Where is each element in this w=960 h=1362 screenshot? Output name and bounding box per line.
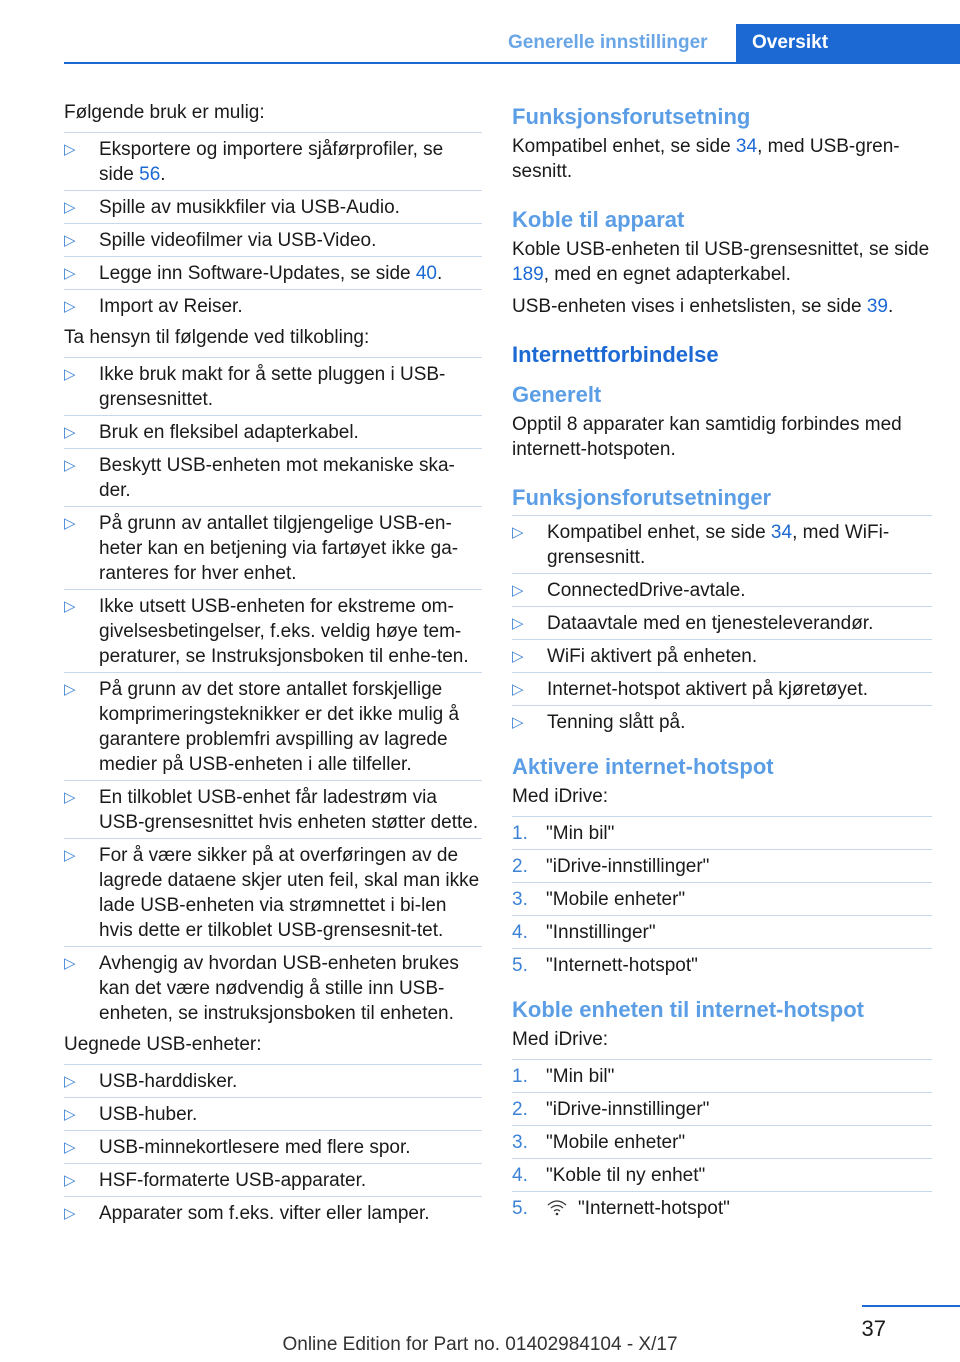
step-item xyxy=(512,915,932,948)
unsuitable-list xyxy=(64,1064,482,1229)
list-item-text: Dataavtale med en tjenesteleverandør. xyxy=(547,613,874,634)
step-item xyxy=(512,1158,932,1191)
section-heading-activate: Aktivere internet-hotspot xyxy=(512,754,774,779)
right-column xyxy=(512,102,932,1224)
list-item-text: . xyxy=(437,263,443,284)
list-item xyxy=(64,190,482,223)
list-item-text: . xyxy=(160,164,166,185)
requirement-text: Kompatibel enhet, se side 34, med USB-gren-sesnitt. xyxy=(512,136,900,182)
step-text: "iDrive-innstillinger" xyxy=(546,856,710,877)
triangle-bullet-icon: ▷ xyxy=(64,598,76,615)
footer-rule xyxy=(862,1305,960,1307)
header-section-title: Generelle innstillinger xyxy=(508,32,708,53)
triangle-bullet-icon: ▷ xyxy=(64,681,76,698)
section-heading-internet: Internettforbindelse xyxy=(512,342,719,367)
step-number: 4. xyxy=(512,922,528,943)
notes-list xyxy=(64,357,482,1029)
step-text: "Mobile enheter" xyxy=(546,889,686,910)
triangle-bullet-icon: ▷ xyxy=(64,1172,76,1189)
list-item-text: ConnectedDrive-avtale. xyxy=(547,580,746,601)
list-item-text: Kompatibel enhet, se side xyxy=(547,522,771,543)
list-item xyxy=(64,223,482,256)
list-item-text: Spille videofilmer via USB-Video. xyxy=(99,230,377,251)
step-text: "Internett-hotspot" xyxy=(578,1198,730,1219)
activate-intro: Med iDrive: xyxy=(512,786,609,807)
connect-text-2: USB-enheten vises i enhetslisten, se side 39. xyxy=(512,296,894,317)
list-item xyxy=(64,1097,482,1130)
triangle-bullet-icon: ▷ xyxy=(64,457,76,474)
section-heading-requirements: Funksjonsforutsetninger xyxy=(512,485,772,510)
uses-list xyxy=(64,132,482,322)
list-item xyxy=(64,506,482,589)
list-item xyxy=(64,132,482,190)
page-link[interactable]: 39 xyxy=(866,296,888,317)
list-item xyxy=(64,1064,482,1097)
list-item xyxy=(512,672,932,705)
edition-footer: Online Edition for Part no. 01402984104 - X/17 xyxy=(282,1334,678,1355)
list-item xyxy=(512,515,932,573)
list-item xyxy=(512,606,932,639)
triangle-bullet-icon: ▷ xyxy=(64,1139,76,1156)
triangle-bullet-icon: ▷ xyxy=(64,847,76,864)
list-item-text: Apparater som f.eks. vifter eller lamper. xyxy=(99,1203,430,1224)
triangle-bullet-icon: ▷ xyxy=(512,615,524,632)
step-item xyxy=(512,1191,932,1224)
notes-intro: Ta hensyn til følgende ved tilkobling: xyxy=(64,327,370,348)
step-number: 3. xyxy=(512,1132,528,1153)
list-item xyxy=(512,573,932,606)
step-text: "Min bil" xyxy=(546,1066,615,1087)
step-text: "Internett-hotspot" xyxy=(546,955,698,976)
triangle-bullet-icon: ▷ xyxy=(64,1073,76,1090)
list-item-text: Avhengig av hvordan USB-enheten brukes kan det være nødvendig å stille inn USB-enheten, se instruksjonsboken til enheten. xyxy=(99,953,459,1024)
list-item-text: USB-huber. xyxy=(99,1104,198,1125)
list-item-text: Eksportere og importere sjåførprofiler, se side xyxy=(99,139,444,185)
triangle-bullet-icon: ▷ xyxy=(64,265,76,282)
activate-steps xyxy=(512,816,932,981)
page-link[interactable]: 40 xyxy=(415,263,437,284)
triangle-bullet-icon: ▷ xyxy=(64,141,76,158)
triangle-bullet-icon: ▷ xyxy=(512,524,524,541)
triangle-bullet-icon: ▷ xyxy=(64,232,76,249)
general-text: Opptil 8 apparater kan samtidig forbindes med internett-hotspoten. xyxy=(512,414,902,460)
step-number: 5. xyxy=(512,1198,528,1219)
step-text: "Min bil" xyxy=(546,823,615,844)
list-item-text: Legge inn Software-Updates, se side xyxy=(99,263,416,284)
triangle-bullet-icon: ▷ xyxy=(64,1106,76,1123)
list-item xyxy=(64,256,482,289)
triangle-bullet-icon: ▷ xyxy=(64,1205,76,1222)
step-item xyxy=(512,1092,932,1125)
triangle-bullet-icon: ▷ xyxy=(64,789,76,806)
step-item xyxy=(512,849,932,882)
requirements-list xyxy=(512,515,932,738)
pair-steps xyxy=(512,1059,932,1224)
list-item xyxy=(64,357,482,415)
step-item xyxy=(512,948,932,981)
page-number: 37 xyxy=(861,1316,886,1341)
step-number: 3. xyxy=(512,889,528,910)
list-item-text: Internet-hotspot aktivert på kjøretøyet. xyxy=(547,679,869,700)
unsuitable-intro: Uegnede USB-enheter: xyxy=(64,1034,262,1055)
section-heading-pair: Koble enheten til internet-hotspot xyxy=(512,997,864,1022)
step-number: 2. xyxy=(512,1099,528,1120)
left-column xyxy=(64,100,482,1229)
section-heading-connect: Koble til apparat xyxy=(512,207,685,232)
triangle-bullet-icon: ▷ xyxy=(512,582,524,599)
list-item-text: For å være sikker på at overføringen av de lagrede dataene skjer uten feil, skal man ikke lade USB-enheten via strømnettet i bi-len hvis dette er tilkoblet USB-grensesnit-tet. xyxy=(99,845,480,941)
list-item-text: HSF-formaterte USB-apparater. xyxy=(99,1170,367,1191)
list-item xyxy=(512,639,932,672)
list-item xyxy=(64,289,482,322)
list-item-text: En tilkoblet USB-enhet får ladestrøm via USB-grensesnittet hvis enheten støtter dette. xyxy=(99,787,479,833)
page-link[interactable]: 34 xyxy=(735,136,758,157)
list-item xyxy=(64,1130,482,1163)
step-item xyxy=(512,816,932,849)
list-item xyxy=(64,672,482,780)
step-item xyxy=(512,882,932,915)
step-text: "Innstillinger" xyxy=(546,922,656,943)
list-item xyxy=(64,448,482,506)
list-item-text: Ikke utsett USB-enheten for ekstreme om-givelsesbetingelser, f.eks. veldig høye tem-peraturer, se Instruksjonsboken til enhe-ten. xyxy=(99,596,469,667)
list-item-text: , med WiFi-grensesnitt. xyxy=(547,522,890,568)
list-item xyxy=(64,1163,482,1196)
page-link[interactable]: 56 xyxy=(139,164,161,185)
list-item xyxy=(64,838,482,946)
page-header xyxy=(64,24,960,64)
list-item-text: På grunn av antallet tilgjengelige USB-en-heter kan en betjening via fartøyet ikke ga-ranteres for hver enhet. xyxy=(99,513,459,584)
step-number: 4. xyxy=(512,1165,528,1186)
triangle-bullet-icon: ▷ xyxy=(64,424,76,441)
list-item-text: Ikke bruk makt for å sette pluggen i USB-grensesnittet. xyxy=(99,364,446,410)
wifi-icon xyxy=(546,1198,568,1216)
list-item xyxy=(64,780,482,838)
triangle-bullet-icon: ▷ xyxy=(64,955,76,972)
list-item-text: USB-minnekortlesere med flere spor. xyxy=(99,1137,411,1158)
triangle-bullet-icon: ▷ xyxy=(512,681,524,698)
step-text: "Koble til ny enhet" xyxy=(546,1165,706,1186)
pair-intro: Med iDrive: xyxy=(512,1029,609,1050)
list-item xyxy=(64,1196,482,1229)
list-item-text: WiFi aktivert på enheten. xyxy=(547,646,758,667)
list-item-text: USB-harddisker. xyxy=(99,1071,238,1092)
list-item-text: Beskytt USB-enheten mot mekaniske ska-der. xyxy=(99,455,455,501)
step-number: 1. xyxy=(512,823,528,844)
header-active-tab: Oversikt xyxy=(736,24,960,62)
step-number: 2. xyxy=(512,856,528,877)
triangle-bullet-icon: ▷ xyxy=(64,199,76,216)
triangle-bullet-icon: ▷ xyxy=(512,714,524,731)
step-item xyxy=(512,1125,932,1158)
triangle-bullet-icon: ▷ xyxy=(64,298,76,315)
list-item-text: Spille av musikkfiler via USB-Audio. xyxy=(99,197,400,218)
list-item xyxy=(512,705,932,738)
list-item xyxy=(64,415,482,448)
step-number: 5. xyxy=(512,955,528,976)
step-number: 1. xyxy=(512,1066,528,1087)
list-item-text: Bruk en fleksibel adapterkabel. xyxy=(99,422,359,443)
list-item xyxy=(64,946,482,1029)
triangle-bullet-icon: ▷ xyxy=(64,515,76,532)
triangle-bullet-icon: ▷ xyxy=(512,648,524,665)
page-link[interactable]: 189 xyxy=(512,264,544,285)
list-item-text: Import av Reiser. xyxy=(99,296,243,317)
page-link[interactable]: 34 xyxy=(770,522,793,543)
list-item-text: På grunn av det store antallet forskjellige komprimeringsteknikker er det ikke mulig å garantere problemfri avspilling av lagrede medier på USB-enheten i alle tilfeller. xyxy=(99,679,460,775)
step-text: "Mobile enheter" xyxy=(546,1132,686,1153)
section-heading-requirement: Funksjonsforutsetning xyxy=(512,104,751,129)
list-item-text: Tenning slått på. xyxy=(547,712,686,733)
list-item xyxy=(64,589,482,672)
connect-text-1: Koble USB-enheten til USB-grensesnittet, se side 189, med en egnet adapterkabel. xyxy=(512,239,930,285)
step-text: "iDrive-innstillinger" xyxy=(546,1099,710,1120)
section-heading-general: Generelt xyxy=(512,382,602,407)
uses-intro: Følgende bruk er mulig: xyxy=(64,102,265,123)
step-item xyxy=(512,1059,932,1092)
triangle-bullet-icon: ▷ xyxy=(64,366,76,383)
